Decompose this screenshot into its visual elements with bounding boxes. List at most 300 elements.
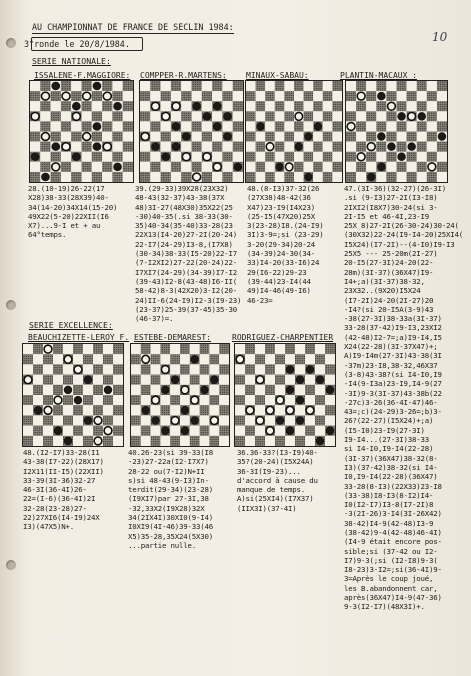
light-square bbox=[295, 426, 305, 436]
notation-line: 3-20(29-34)20-24 bbox=[247, 239, 315, 249]
dark-square bbox=[161, 172, 171, 182]
light-square bbox=[245, 436, 255, 446]
light-square bbox=[265, 162, 275, 172]
notation-line: -3(2I-26)3-I4(3I-26X42) bbox=[344, 509, 442, 519]
dark-square bbox=[245, 364, 255, 374]
dark-square bbox=[219, 344, 229, 354]
dark-square bbox=[356, 101, 366, 111]
black-piece bbox=[305, 173, 312, 181]
light-square bbox=[245, 395, 255, 405]
light-square bbox=[103, 344, 113, 354]
light-square bbox=[202, 121, 212, 131]
light-square bbox=[53, 375, 63, 385]
light-square bbox=[275, 364, 285, 374]
light-square bbox=[295, 364, 305, 374]
notation-line: ...partie nulle. bbox=[128, 540, 196, 550]
light-square bbox=[315, 364, 325, 374]
light-square bbox=[222, 162, 232, 172]
dark-square bbox=[161, 132, 171, 142]
dark-square bbox=[275, 121, 285, 131]
dark-square bbox=[131, 415, 141, 425]
notation-line: (3I-37)(36X47)38-32(8- bbox=[344, 453, 438, 463]
light-square bbox=[265, 121, 275, 131]
dark-square bbox=[325, 405, 335, 415]
dark-square bbox=[284, 172, 294, 182]
dark-square bbox=[315, 395, 325, 405]
light-square bbox=[61, 111, 71, 121]
black-piece bbox=[367, 173, 375, 181]
light-square bbox=[304, 121, 314, 131]
dark-square bbox=[366, 91, 376, 101]
light-square bbox=[437, 111, 447, 121]
notation-line: -3I)9-3(3I-37)43-38b(22 bbox=[344, 388, 442, 398]
light-square bbox=[427, 121, 437, 131]
dark-square bbox=[112, 132, 122, 142]
section-excellence: SERIE EXCELLENCE: bbox=[29, 320, 113, 330]
notation-line: X28)38-33(28X39)40- bbox=[28, 193, 109, 203]
dark-square bbox=[356, 121, 366, 131]
dark-square bbox=[332, 162, 342, 172]
light-square bbox=[209, 426, 219, 436]
notation-line: s)si 48-43(9-I3)In- bbox=[128, 475, 209, 485]
dark-square bbox=[427, 111, 437, 121]
notation-line: 48-43(32-37)43-38(37X bbox=[135, 193, 225, 203]
light-square bbox=[325, 436, 335, 446]
dark-square bbox=[376, 81, 386, 91]
dark-square bbox=[113, 385, 123, 395]
dark-square bbox=[151, 354, 161, 364]
round-box bbox=[31, 37, 143, 51]
light-square bbox=[325, 395, 335, 405]
light-square bbox=[170, 364, 180, 374]
light-square bbox=[233, 91, 243, 101]
dark-square bbox=[313, 81, 323, 91]
dark-square bbox=[332, 101, 342, 111]
dark-square bbox=[305, 385, 315, 395]
black-piece bbox=[93, 82, 101, 90]
dark-square bbox=[284, 152, 294, 162]
light-square bbox=[71, 162, 81, 172]
dark-square bbox=[376, 142, 386, 152]
notation-line: 48.(I2-I7)33-28(I1 bbox=[23, 448, 100, 457]
dark-square bbox=[23, 354, 33, 364]
light-square bbox=[366, 162, 376, 172]
notation-line: 26?(22-27)(I5X24)+;a) bbox=[344, 416, 434, 426]
dark-square bbox=[53, 364, 63, 374]
light-square bbox=[265, 395, 275, 405]
light-square bbox=[295, 385, 305, 395]
dark-square bbox=[332, 121, 342, 131]
light-square bbox=[265, 81, 275, 91]
white-piece bbox=[44, 345, 52, 353]
notation-line: 3(23-28)I8.(24-I9) bbox=[247, 221, 324, 231]
light-square bbox=[285, 436, 295, 446]
light-square bbox=[386, 162, 396, 172]
light-square bbox=[315, 426, 325, 436]
notation-line: (33-38)I8-I3(8-I2)I4- bbox=[344, 490, 434, 500]
dark-square bbox=[219, 405, 229, 415]
light-square bbox=[315, 385, 325, 395]
notation-line: 34(14-20)34X14(15-20) bbox=[28, 202, 118, 212]
black-piece bbox=[193, 102, 201, 110]
light-square bbox=[284, 101, 294, 111]
dark-square bbox=[171, 81, 181, 91]
pair-label-6: ESTEBE-DEMAREST: bbox=[134, 333, 212, 342]
pair-label-7: RODRIGUEZ-CHARPENTIER bbox=[232, 333, 334, 342]
notation-line: 43-38(I7-22)(28X17) bbox=[23, 457, 104, 467]
light-square bbox=[265, 415, 275, 425]
dark-square bbox=[43, 354, 53, 364]
light-square bbox=[366, 121, 376, 131]
dark-square bbox=[181, 172, 191, 182]
light-square bbox=[284, 142, 294, 152]
binder-holes bbox=[6, 0, 18, 676]
dark-square bbox=[295, 354, 305, 364]
light-square bbox=[265, 436, 275, 446]
dark-square bbox=[427, 132, 437, 142]
board-svg bbox=[23, 344, 123, 446]
notation-line: 49X22(5-20)22XII(I6 bbox=[28, 211, 109, 221]
light-square bbox=[332, 111, 342, 121]
light-square bbox=[275, 172, 285, 182]
light-square bbox=[53, 436, 63, 446]
black-piece bbox=[93, 143, 101, 151]
notation-line: A)I9-I4m(27-3I)43-38(3I bbox=[344, 351, 442, 361]
dark-square bbox=[265, 152, 275, 162]
dark-square bbox=[437, 101, 447, 111]
light-square bbox=[141, 415, 151, 425]
light-square bbox=[180, 436, 190, 446]
dark-square bbox=[113, 344, 123, 354]
black-piece bbox=[161, 386, 169, 394]
light-square bbox=[285, 395, 295, 405]
light-square bbox=[256, 172, 266, 182]
light-square bbox=[219, 354, 229, 364]
board-svg bbox=[140, 81, 243, 182]
dark-square bbox=[397, 121, 407, 131]
dark-square bbox=[43, 375, 53, 385]
checkers-board-1 bbox=[29, 80, 134, 183]
white-piece bbox=[54, 396, 62, 404]
black-piece bbox=[191, 355, 199, 363]
light-square bbox=[255, 385, 265, 395]
light-square bbox=[151, 344, 161, 354]
dark-square bbox=[245, 344, 255, 354]
notation-line: X24(22-28)(3I-37X47)+; bbox=[344, 342, 438, 352]
black-piece bbox=[84, 376, 92, 384]
notation-line: 39.(29-33)39X28(23X32) bbox=[135, 184, 229, 193]
light-square bbox=[82, 152, 92, 162]
notation-line: 23X32..(9X20)I5X24 bbox=[344, 286, 421, 296]
dark-square bbox=[51, 152, 61, 162]
dark-square bbox=[92, 152, 102, 162]
dark-square bbox=[417, 101, 427, 111]
board-svg bbox=[235, 344, 335, 446]
dark-square bbox=[275, 354, 285, 364]
light-square bbox=[150, 111, 160, 121]
black-piece bbox=[181, 427, 189, 435]
dark-square bbox=[245, 385, 255, 395]
light-square bbox=[295, 405, 305, 415]
notation-line: 40.26-23(si 39-33(I8 bbox=[128, 448, 213, 457]
black-piece bbox=[316, 437, 324, 445]
page-number: 10 bbox=[432, 30, 448, 44]
black-piece bbox=[295, 143, 302, 151]
dark-square bbox=[151, 375, 161, 385]
dark-square bbox=[265, 344, 275, 354]
notation-line: (42-48)I2-7=;a)I9-I4,I5 bbox=[344, 332, 442, 342]
dark-square bbox=[102, 81, 112, 91]
black-piece bbox=[276, 417, 284, 425]
notation-line: I2X11(II-I5)(22XII) bbox=[23, 466, 104, 476]
light-square bbox=[437, 91, 447, 101]
light-square bbox=[323, 101, 333, 111]
light-square bbox=[51, 101, 61, 111]
notation-line: 28m)(3I-37)(36X47)I9- bbox=[344, 267, 434, 277]
black-piece bbox=[316, 376, 324, 384]
dark-square bbox=[150, 162, 160, 172]
light-square bbox=[160, 354, 170, 364]
dark-square bbox=[131, 436, 141, 446]
notation-line: si I4-I0,I9-I4(22-28) bbox=[344, 444, 434, 454]
light-square bbox=[181, 101, 191, 111]
dark-square bbox=[246, 172, 256, 182]
light-square bbox=[33, 395, 43, 405]
light-square bbox=[313, 111, 323, 121]
light-square bbox=[93, 375, 103, 385]
notation-line: (25-I5(47X20)25X bbox=[247, 211, 315, 221]
light-square bbox=[113, 415, 123, 425]
light-square bbox=[256, 132, 266, 142]
light-square bbox=[222, 101, 232, 111]
light-square bbox=[209, 405, 219, 415]
notation-line: -I4(9-I3a)23-I9,I4-9(27 bbox=[344, 379, 442, 389]
dark-square bbox=[151, 436, 161, 446]
dark-square bbox=[93, 385, 103, 395]
light-square bbox=[233, 132, 243, 142]
black-piece bbox=[34, 406, 42, 414]
black-piece bbox=[54, 427, 62, 435]
black-piece bbox=[161, 427, 169, 435]
light-square bbox=[246, 162, 256, 172]
notation-line: (30X32)22-24(I9-I4-20)25XI4( bbox=[344, 230, 463, 240]
notation-line: 22-I7(24-29)I3-8,(I7X8) bbox=[135, 239, 233, 249]
dark-square bbox=[255, 395, 265, 405]
notation-line: (I9XI7)par 27-3I,38 bbox=[128, 494, 209, 504]
black-piece bbox=[306, 366, 314, 374]
black-piece bbox=[257, 123, 264, 131]
light-square bbox=[43, 426, 53, 436]
light-square bbox=[407, 101, 417, 111]
dark-square bbox=[219, 385, 229, 395]
black-piece bbox=[191, 417, 199, 425]
notation-line: 22X13(I4-20)27-2I(20-24) bbox=[135, 230, 237, 240]
light-square bbox=[190, 385, 200, 395]
dark-square bbox=[141, 426, 151, 436]
light-square bbox=[275, 405, 285, 415]
light-square bbox=[53, 354, 63, 364]
dark-square bbox=[219, 364, 229, 374]
light-square bbox=[63, 426, 73, 436]
dark-square bbox=[323, 111, 333, 121]
dark-square bbox=[313, 142, 323, 152]
dark-square bbox=[141, 385, 151, 395]
light-square bbox=[73, 436, 83, 446]
light-square bbox=[313, 172, 323, 182]
light-square bbox=[23, 344, 33, 354]
notation-line: 35)40-34(35-40)33-28(23 bbox=[135, 221, 233, 231]
light-square bbox=[190, 344, 200, 354]
light-square bbox=[219, 395, 229, 405]
notation-line: 33-28(8-I3)(22X33)23-I8 bbox=[344, 481, 442, 491]
title-underline bbox=[32, 33, 234, 34]
dark-square bbox=[43, 436, 53, 446]
light-square bbox=[200, 395, 210, 405]
notation-line: manque de temps. bbox=[237, 485, 305, 495]
dark-square bbox=[40, 101, 50, 111]
checkers-board-6 bbox=[130, 343, 230, 447]
light-square bbox=[366, 81, 376, 91]
light-square bbox=[140, 121, 150, 131]
light-square bbox=[305, 354, 315, 364]
notation-line: -I4?(si 20-I5A(3-9)43 bbox=[344, 304, 434, 314]
black-piece bbox=[224, 133, 232, 141]
notation-line: -27c)3-26(36-4I-47)46- bbox=[344, 397, 438, 407]
dark-square bbox=[200, 344, 210, 354]
dark-square bbox=[92, 111, 102, 121]
light-square bbox=[325, 354, 335, 364]
white-piece bbox=[203, 153, 211, 161]
light-square bbox=[212, 172, 222, 182]
light-square bbox=[160, 436, 170, 446]
light-square bbox=[161, 101, 171, 111]
dark-square bbox=[332, 81, 342, 91]
black-piece bbox=[151, 143, 159, 151]
dark-square bbox=[190, 375, 200, 385]
dark-square bbox=[285, 344, 295, 354]
white-piece bbox=[172, 102, 180, 110]
dark-square bbox=[323, 152, 333, 162]
dark-square bbox=[305, 344, 315, 354]
dark-square bbox=[323, 132, 333, 142]
dark-square bbox=[275, 436, 285, 446]
dark-square bbox=[233, 81, 243, 91]
black-piece bbox=[72, 153, 80, 161]
light-square bbox=[33, 375, 43, 385]
light-square bbox=[305, 375, 315, 385]
black-piece bbox=[84, 417, 92, 425]
dark-square bbox=[437, 121, 447, 131]
dark-square bbox=[161, 91, 171, 101]
white-piece bbox=[171, 417, 179, 425]
light-square bbox=[123, 152, 133, 162]
light-square bbox=[285, 415, 295, 425]
dark-square bbox=[33, 426, 43, 436]
dark-square bbox=[170, 395, 180, 405]
light-square bbox=[209, 364, 219, 374]
notation-line: (46-37)=. bbox=[135, 314, 174, 324]
dark-square bbox=[112, 91, 122, 101]
dark-square bbox=[30, 91, 40, 101]
light-square bbox=[33, 436, 43, 446]
notation-line: (27X38)48-42(36 bbox=[247, 193, 311, 203]
dark-square bbox=[71, 91, 81, 101]
black-piece bbox=[286, 386, 294, 394]
light-square bbox=[209, 344, 219, 354]
dark-square bbox=[33, 364, 43, 374]
notation-line: 33-28(37-42)I9-I3,23XI2 bbox=[344, 323, 442, 333]
light-square bbox=[123, 132, 133, 142]
dark-square bbox=[131, 395, 141, 405]
dark-square bbox=[33, 344, 43, 354]
dark-square bbox=[53, 405, 63, 415]
dark-square bbox=[265, 132, 275, 142]
dark-square bbox=[202, 172, 212, 182]
light-square bbox=[304, 162, 314, 172]
light-square bbox=[305, 395, 315, 405]
light-square bbox=[113, 375, 123, 385]
light-square bbox=[103, 364, 113, 374]
light-square bbox=[427, 81, 437, 91]
light-square bbox=[245, 415, 255, 425]
light-square bbox=[30, 142, 40, 152]
light-square bbox=[386, 121, 396, 131]
light-square bbox=[141, 375, 151, 385]
notation-line: (23-37)25-39(37-45)35-30 bbox=[135, 304, 237, 314]
light-square bbox=[71, 121, 81, 131]
light-square bbox=[181, 162, 191, 172]
light-square bbox=[181, 121, 191, 131]
light-square bbox=[92, 162, 102, 172]
white-piece bbox=[347, 123, 355, 131]
notation-line: 36-3I(I9-23)... bbox=[237, 466, 301, 476]
light-square bbox=[113, 354, 123, 364]
black-piece bbox=[326, 427, 334, 435]
notation-line: 25X 8)27-2I(26-30-24)30-24( bbox=[344, 221, 459, 231]
white-piece bbox=[162, 112, 170, 120]
dark-square bbox=[123, 162, 133, 172]
dark-square bbox=[346, 91, 356, 101]
dark-square bbox=[200, 405, 210, 415]
board-svg bbox=[131, 344, 229, 446]
light-square bbox=[53, 415, 63, 425]
dark-square bbox=[23, 395, 33, 405]
white-piece bbox=[41, 133, 49, 141]
dark-square bbox=[181, 111, 191, 121]
light-square bbox=[151, 385, 161, 395]
light-square bbox=[233, 152, 243, 162]
light-square bbox=[151, 426, 161, 436]
pair-label-3: MINAUX-SABAU: bbox=[246, 71, 309, 80]
light-square bbox=[102, 132, 112, 142]
black-piece bbox=[224, 112, 232, 120]
dark-square bbox=[73, 405, 83, 415]
white-piece bbox=[181, 386, 189, 394]
dark-square bbox=[294, 81, 304, 91]
dark-square bbox=[233, 121, 243, 131]
light-square bbox=[131, 405, 141, 415]
light-square bbox=[190, 364, 200, 374]
notation-line: 58-42)8-3(42X20)3-I2(20- bbox=[135, 286, 237, 296]
dark-square bbox=[265, 172, 275, 182]
black-piece bbox=[201, 386, 209, 394]
dark-square bbox=[323, 91, 333, 101]
light-square bbox=[150, 91, 160, 101]
dark-square bbox=[102, 121, 112, 131]
dark-square bbox=[63, 395, 73, 405]
light-square bbox=[102, 152, 112, 162]
light-square bbox=[212, 132, 222, 142]
